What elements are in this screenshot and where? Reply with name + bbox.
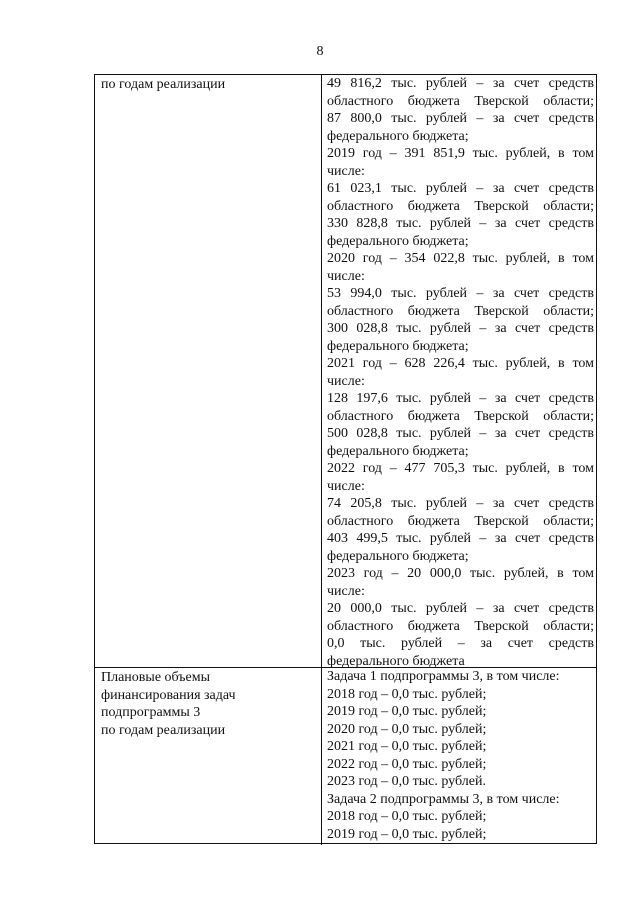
row-label-cell bbox=[95, 75, 321, 94]
value-line: 20 000,0 тыс. рублей – за счет средств bbox=[327, 601, 594, 616]
value-line: 87 800,0 тыс. рублей – за счет средств bbox=[327, 111, 594, 126]
table-row bbox=[95, 667, 596, 845]
value-line: федерального бюджета; bbox=[327, 548, 469, 564]
value-line: числе: bbox=[327, 163, 365, 179]
value-line: 330 828,8 тыс. рублей – за счет средств bbox=[327, 216, 594, 231]
value-line: числе: bbox=[327, 268, 365, 284]
value-line: числе: bbox=[327, 583, 365, 599]
value-line: областного бюджета Тверской области; bbox=[327, 618, 594, 634]
value-line: 2022 год – 477 705,3 тыс. рублей, в том bbox=[327, 461, 594, 476]
value-line: 128 197,6 тыс. рублей – за счет средств bbox=[327, 391, 594, 406]
value-line: 2021 год – 628 226,4 тыс. рублей, в том bbox=[327, 356, 594, 371]
value-line: областного бюджета Тверской области; bbox=[327, 408, 594, 424]
value-line: 53 994,0 тыс. рублей – за счет средств bbox=[327, 286, 594, 301]
value-line: числе: bbox=[327, 373, 365, 389]
value-line: Задача 2 подпрограммы 3, в том числе: bbox=[327, 791, 560, 807]
value-line: 300 028,8 тыс. рублей – за счет средств bbox=[327, 321, 594, 336]
value-line: 2021 год – 0,0 тыс. рублей; bbox=[327, 739, 487, 754]
value-line: федерального бюджета bbox=[327, 653, 465, 669]
value-line: 2019 год – 0,0 тыс. рублей; bbox=[327, 704, 487, 719]
funding-table bbox=[94, 74, 597, 844]
value-line: 2023 год – 0,0 тыс. рублей. bbox=[327, 774, 486, 789]
value-line: 2018 год – 0,0 тыс. рублей; bbox=[327, 809, 487, 824]
label-line: по годам реализации bbox=[101, 722, 226, 738]
row-value-cell bbox=[322, 75, 598, 670]
label-line: по годам реализации bbox=[101, 77, 226, 92]
value-line: областного бюджета Тверской области; bbox=[327, 513, 594, 529]
value-line: 74 205,8 тыс. рублей – за счет средств bbox=[327, 496, 594, 511]
label-line: финансирования задач bbox=[101, 687, 236, 703]
value-line: федерального бюджета; bbox=[327, 233, 469, 249]
value-line: 0,0 тыс. рублей – за счет средств bbox=[327, 636, 594, 651]
table-row bbox=[95, 75, 596, 667]
value-line: числе: bbox=[327, 478, 365, 494]
value-line: 61 023,1 тыс. рублей – за счет средств bbox=[327, 181, 594, 196]
value-line: областного бюджета Тверской области; bbox=[327, 198, 594, 214]
value-line: федерального бюджета; bbox=[327, 443, 469, 459]
value-line: федерального бюджета; bbox=[327, 128, 469, 144]
label-line: Плановые объемы bbox=[101, 670, 211, 685]
value-line: федерального бюджета; bbox=[327, 338, 469, 354]
page-number: 8 bbox=[316, 44, 324, 59]
value-line: 2020 год – 354 022,8 тыс. рублей, в том bbox=[327, 251, 594, 266]
value-line: 2023 год – 20 000,0 тыс. рублей, в том bbox=[327, 566, 594, 581]
value-line: 2020 год – 0,0 тыс. рублей; bbox=[327, 721, 487, 737]
value-line: 403 499,5 тыс. рублей – за счет средств bbox=[327, 531, 594, 546]
row-value-cell bbox=[322, 668, 598, 843]
value-line: 500 028,8 тыс. рублей – за счет средств bbox=[327, 426, 594, 441]
value-line: областного бюджета Тверской области; bbox=[327, 93, 594, 109]
value-line: 49 816,2 тыс. рублей – за счет средств bbox=[327, 76, 594, 91]
value-line: 2019 год – 0,0 тыс. рублей; bbox=[327, 826, 487, 842]
value-line: областного бюджета Тверской области; bbox=[327, 303, 594, 319]
row-label-cell bbox=[95, 668, 321, 739]
value-line: Задача 1 подпрограммы 3, в том числе: bbox=[327, 669, 560, 684]
value-line: 2019 год – 391 851,9 тыс. рублей, в том bbox=[327, 146, 594, 161]
value-line: 2022 год – 0,0 тыс. рублей; bbox=[327, 756, 487, 772]
value-line: 2018 год – 0,0 тыс. рублей; bbox=[327, 686, 487, 702]
label-line: подпрограммы 3 bbox=[101, 705, 201, 720]
